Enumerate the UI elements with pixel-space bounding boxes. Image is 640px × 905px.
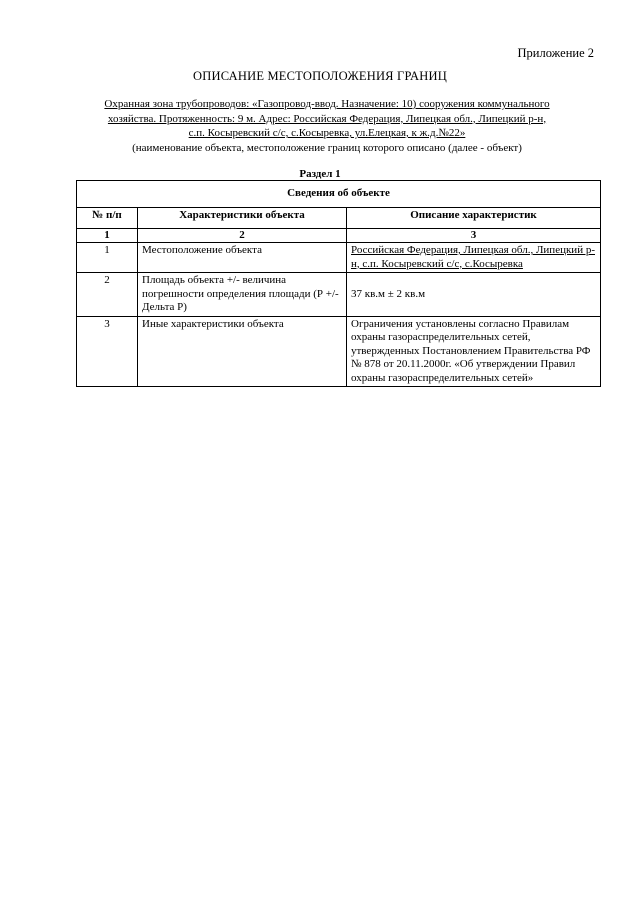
- column-number: 3: [347, 229, 601, 243]
- row-characteristic: Площадь объекта +/- величина погрешности определения площади (Р +/- Дельта Р): [138, 273, 347, 317]
- row-characteristic: Иные характеристики объекта: [138, 316, 347, 387]
- column-number: 2: [138, 229, 347, 243]
- object-name-note: (наименование объекта, местоположение границ которого описано (далее - объект): [132, 141, 522, 154]
- column-number: 1: [77, 229, 138, 243]
- row-description: Ограничения установлены согласно Правилам охраны газораспределительных сетей, утвержденных Постановлением Правительства РФ № 878 от 20.11.2000г. «Об утверждении Правил охраны газораспределительных сетей»: [347, 316, 601, 387]
- row-description: 37 кв.м ± 2 кв.м: [347, 273, 601, 317]
- table-row: [77, 243, 601, 273]
- header-description: Описание характеристик: [347, 208, 601, 229]
- column-number-row: [77, 229, 601, 243]
- row-description: Российская Федерация, Липецкая обл., Липецкий р-н, с.п. Косыревский с/с, с.Косыревка: [347, 243, 601, 273]
- row-num: 3: [77, 316, 138, 387]
- appendix-label: Приложение 2: [517, 46, 594, 60]
- document-title: ОПИСАНИЕ МЕСТОПОЛОЖЕНИЯ ГРАНИЦ: [193, 69, 447, 83]
- object-name-block: [92, 97, 562, 155]
- row-characteristic: Местоположение объекта: [138, 243, 347, 273]
- object-name-line-1: Охранная зона трубопроводов: «Газопровод-ввод. Назначение: 10) сооружения коммунального: [104, 98, 550, 110]
- table-caption: Сведения об объекте: [77, 181, 601, 208]
- header-num: № п/п: [77, 208, 138, 229]
- row-num: 1: [77, 243, 138, 273]
- object-name-line-2: хозяйства. Протяженность: 9 м. Адрес: Российская Федерация, Липецкая обл., Липецкий р-н,: [107, 112, 547, 125]
- table-caption-row: [77, 181, 601, 208]
- object-info-table: [76, 180, 601, 387]
- section-title: Раздел 1: [299, 168, 341, 180]
- object-name-line-3: с.п. Косыревский с/с, с.Косыревка, ул.Елецкая, к ж.д.№22»: [188, 127, 466, 139]
- table-row: [77, 273, 601, 317]
- table-header-row: [77, 208, 601, 229]
- header-characteristic: Характеристики объекта: [138, 208, 347, 229]
- table-row: [77, 316, 601, 387]
- row-num: 2: [77, 273, 138, 317]
